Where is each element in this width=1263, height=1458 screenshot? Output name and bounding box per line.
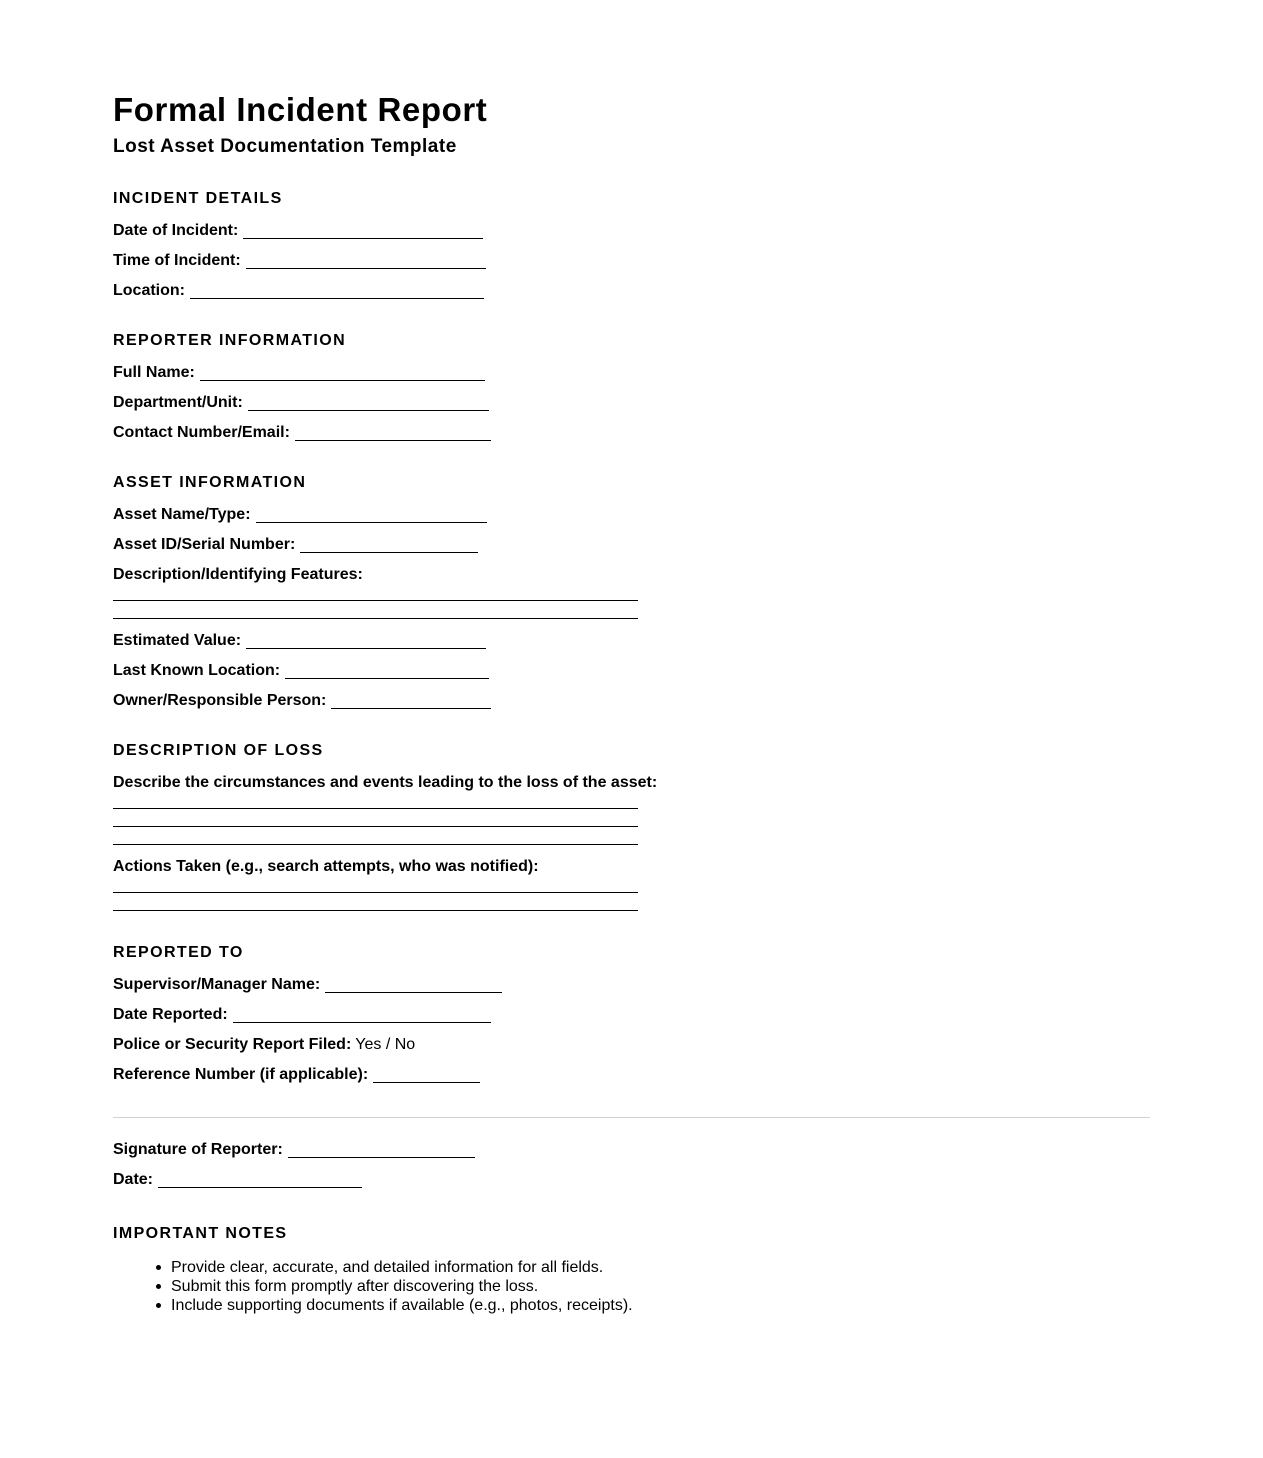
circumstances-label: Describe the circumstances and events leading to the loss of the asset: xyxy=(113,774,658,791)
date-reported-field xyxy=(113,1004,491,1026)
note-item: Submit this form promptly after discovering the loss. xyxy=(171,1277,633,1296)
report-document xyxy=(113,0,1153,1314)
police-report-label: Police or Security Report Filed: xyxy=(113,1036,352,1053)
actions-taken-label: Actions Taken (e.g., search attempts, who was notified): xyxy=(113,858,539,875)
asset-id-field xyxy=(113,534,478,556)
important-notes-heading: IMPORTANT NOTES xyxy=(113,1225,288,1242)
last-known-location-label: Last Known Location: xyxy=(113,662,281,679)
location-blank[interactable] xyxy=(190,283,484,299)
full-name-field xyxy=(113,362,485,384)
reporter-information-heading: REPORTER INFORMATION xyxy=(113,332,347,349)
signature-date-blank[interactable] xyxy=(158,1172,362,1188)
circumstances-field xyxy=(113,772,657,794)
time-of-incident-blank[interactable] xyxy=(246,253,486,269)
estimated-value-blank[interactable] xyxy=(246,633,486,649)
reference-number-blank[interactable] xyxy=(373,1067,480,1083)
owner-blank[interactable] xyxy=(331,693,491,709)
time-of-incident-label: Time of Incident: xyxy=(113,252,241,269)
section-divider xyxy=(113,1117,1150,1118)
note-item: Provide clear, accurate, and detailed information for all fields. xyxy=(171,1258,633,1277)
date-reported-blank[interactable] xyxy=(233,1007,491,1023)
reference-number-label: Reference Number (if applicable): xyxy=(113,1066,369,1083)
asset-id-label: Asset ID/Serial Number: xyxy=(113,536,296,553)
description-line[interactable] xyxy=(113,600,638,601)
supervisor-label: Supervisor/Manager Name: xyxy=(113,976,321,993)
actions-taken-field xyxy=(113,856,539,878)
asset-id-blank[interactable] xyxy=(300,537,478,553)
signature-label: Signature of Reporter: xyxy=(113,1141,283,1158)
date-reported-label: Date Reported: xyxy=(113,1006,228,1023)
report-title: Formal Incident Report xyxy=(113,91,488,128)
reported-to-heading: REPORTED TO xyxy=(113,944,244,961)
note-item: Include supporting documents if available (e.g., photos, receipts). xyxy=(171,1297,633,1314)
contact-field xyxy=(113,422,491,444)
circumstances-line[interactable] xyxy=(113,844,638,845)
department-label: Department/Unit: xyxy=(113,394,243,411)
signature-date-label: Date: xyxy=(113,1171,154,1188)
description-features-field xyxy=(113,564,363,586)
contact-label: Contact Number/Email: xyxy=(113,424,290,441)
asset-name-field xyxy=(113,504,487,526)
estimated-value-label: Estimated Value: xyxy=(113,632,242,649)
report-subtitle: Lost Asset Documentation Template xyxy=(113,136,457,157)
department-field xyxy=(113,392,489,414)
location-label: Location: xyxy=(113,282,185,299)
actions-line[interactable] xyxy=(113,892,638,893)
last-known-location-field xyxy=(113,660,489,682)
time-of-incident-field xyxy=(113,250,486,272)
owner-label: Owner/Responsible Person: xyxy=(113,692,327,709)
contact-blank[interactable] xyxy=(295,425,491,441)
department-blank[interactable] xyxy=(248,395,489,411)
important-notes-list xyxy=(171,1258,633,1315)
police-report-field xyxy=(113,1034,415,1056)
full-name-label: Full Name: xyxy=(113,364,195,381)
date-of-incident-blank[interactable] xyxy=(243,223,483,239)
date-of-incident-label: Date of Incident: xyxy=(113,222,239,239)
owner-field xyxy=(113,690,491,712)
police-report-value[interactable]: Yes / No xyxy=(355,1036,416,1053)
supervisor-blank[interactable] xyxy=(325,977,502,993)
estimated-value-field xyxy=(113,630,486,652)
signature-field xyxy=(113,1139,475,1161)
description-features-label: Description/Identifying Features: xyxy=(113,566,363,583)
signature-date-field xyxy=(113,1169,362,1191)
incident-details-heading: INCIDENT DETAILS xyxy=(113,190,283,207)
full-name-blank[interactable] xyxy=(200,365,485,381)
circumstances-line[interactable] xyxy=(113,808,638,809)
circumstances-line[interactable] xyxy=(113,826,638,827)
actions-line[interactable] xyxy=(113,910,638,911)
date-of-incident-field xyxy=(113,220,483,242)
asset-information-heading: ASSET INFORMATION xyxy=(113,474,307,491)
supervisor-field xyxy=(113,974,502,996)
asset-name-blank[interactable] xyxy=(256,507,487,523)
location-field xyxy=(113,280,484,302)
description-line[interactable] xyxy=(113,618,638,619)
asset-name-label: Asset Name/Type: xyxy=(113,506,251,523)
description-of-loss-heading: DESCRIPTION OF LOSS xyxy=(113,742,324,759)
last-known-location-blank[interactable] xyxy=(285,663,489,679)
signature-blank[interactable] xyxy=(288,1142,475,1158)
reference-number-field xyxy=(113,1064,480,1086)
